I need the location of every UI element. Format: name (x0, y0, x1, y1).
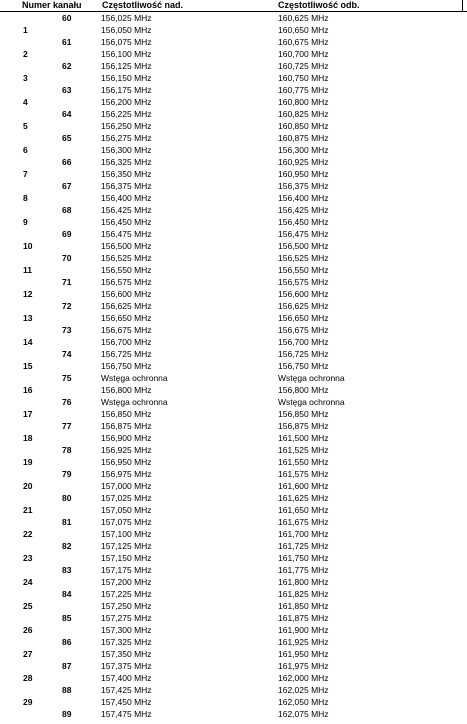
channel-number-cell: 8 (23, 193, 28, 203)
channel-number-cell: 81 (62, 517, 72, 527)
table-row (0, 480, 467, 492)
receive-frequency-cell: 161,650 MHz (278, 505, 329, 515)
channel-number-cell: 60 (62, 13, 72, 23)
table-row (0, 132, 467, 144)
table-row (0, 24, 467, 36)
receive-frequency-cell: 156,700 MHz (278, 337, 329, 347)
transmit-frequency-cell: 157,300 MHz (101, 625, 152, 635)
channel-number-cell: 68 (62, 205, 72, 215)
channel-number-cell: 5 (23, 121, 28, 131)
receive-frequency-cell: 161,725 MHz (278, 541, 329, 551)
transmit-frequency-cell: 156,400 MHz (101, 193, 152, 203)
transmit-frequency-cell: 156,650 MHz (101, 313, 152, 323)
channel-number-cell: 19 (23, 457, 33, 467)
transmit-frequency-cell: 156,225 MHz (101, 109, 152, 119)
receive-frequency-cell: 156,675 MHz (278, 325, 329, 335)
channel-number-cell: 88 (62, 685, 72, 695)
transmit-frequency-cell: 156,625 MHz (101, 301, 152, 311)
table-row (0, 468, 467, 480)
table-row (0, 36, 467, 48)
table-row (0, 108, 467, 120)
table-row (0, 192, 467, 204)
receive-frequency-cell: 160,700 MHz (278, 49, 329, 59)
header-channel-number: Numer kanału (22, 0, 82, 10)
table-row (0, 696, 467, 708)
transmit-frequency-cell: 156,475 MHz (101, 229, 152, 239)
receive-frequency-cell: 161,675 MHz (278, 517, 329, 527)
table-row (0, 264, 467, 276)
channel-number-cell: 13 (23, 313, 33, 323)
transmit-frequency-cell: 156,275 MHz (101, 133, 152, 143)
table-row (0, 492, 467, 504)
channel-number-cell: 23 (23, 553, 33, 563)
channel-number-cell: 24 (23, 577, 33, 587)
transmit-frequency-cell: 156,700 MHz (101, 337, 152, 347)
transmit-frequency-cell: 156,850 MHz (101, 409, 152, 419)
channel-number-cell: 1 (23, 25, 28, 35)
channel-number-cell: 12 (23, 289, 33, 299)
channel-number-cell: 71 (62, 277, 72, 287)
transmit-frequency-cell: 157,425 MHz (101, 685, 152, 695)
transmit-frequency-cell: 157,250 MHz (101, 601, 152, 611)
transmit-frequency-cell: 156,675 MHz (101, 325, 152, 335)
channel-number-cell: 78 (62, 445, 72, 455)
receive-frequency-cell: 160,950 MHz (278, 169, 329, 179)
receive-frequency-cell: 160,650 MHz (278, 25, 329, 35)
channel-number-cell: 77 (62, 421, 72, 431)
channel-number-cell: 89 (62, 709, 72, 719)
transmit-frequency-cell: 156,350 MHz (101, 169, 152, 179)
receive-frequency-cell: 162,000 MHz (278, 673, 329, 683)
transmit-frequency-cell: 157,350 MHz (101, 649, 152, 659)
transmit-frequency-cell: 157,150 MHz (101, 553, 152, 563)
channel-number-cell: 84 (62, 589, 72, 599)
transmit-frequency-cell: 157,375 MHz (101, 661, 152, 671)
channel-number-cell: 63 (62, 85, 72, 95)
channel-number-cell: 18 (23, 433, 33, 443)
receive-frequency-cell: 156,400 MHz (278, 193, 329, 203)
receive-frequency-cell: 161,500 MHz (278, 433, 329, 443)
transmit-frequency-cell: 156,300 MHz (101, 145, 152, 155)
receive-frequency-cell: 160,825 MHz (278, 109, 329, 119)
header-transmit-frequency: Częstotliwość nad. (102, 0, 184, 10)
receive-frequency-cell: 156,300 MHz (278, 145, 329, 155)
transmit-frequency-cell: 156,900 MHz (101, 433, 152, 443)
receive-frequency-cell: 161,850 MHz (278, 601, 329, 611)
table-row (0, 240, 467, 252)
table-row (0, 372, 467, 384)
receive-frequency-cell: Wstęga ochronna (278, 397, 345, 407)
transmit-frequency-cell: 156,500 MHz (101, 241, 152, 251)
receive-frequency-cell: 161,625 MHz (278, 493, 329, 503)
channel-number-cell: 22 (23, 529, 33, 539)
receive-frequency-cell: 160,675 MHz (278, 37, 329, 47)
transmit-frequency-cell: Wstęga ochronna (101, 373, 168, 383)
receive-frequency-cell: 161,775 MHz (278, 565, 329, 575)
channel-number-cell: 72 (62, 301, 72, 311)
channel-number-cell: 9 (23, 217, 28, 227)
channel-number-cell: 82 (62, 541, 72, 551)
transmit-frequency-cell: 156,550 MHz (101, 265, 152, 275)
channel-number-cell: 66 (62, 157, 72, 167)
receive-frequency-cell: 156,750 MHz (278, 361, 329, 371)
table-row (0, 420, 467, 432)
table-row (0, 60, 467, 72)
header-receive-frequency: Częstotliwość odb. (278, 0, 360, 10)
table-row (0, 540, 467, 552)
table-row (0, 528, 467, 540)
table-row (0, 144, 467, 156)
table-row (0, 600, 467, 612)
channel-number-cell: 70 (62, 253, 72, 263)
channel-number-cell: 85 (62, 613, 72, 623)
receive-frequency-cell: 156,475 MHz (278, 229, 329, 239)
receive-frequency-cell: 156,850 MHz (278, 409, 329, 419)
receive-frequency-cell: 161,575 MHz (278, 469, 329, 479)
transmit-frequency-cell: 156,925 MHz (101, 445, 152, 455)
channel-number-cell: 26 (23, 625, 33, 635)
channel-number-cell: 11 (23, 265, 32, 275)
receive-frequency-cell: 161,700 MHz (278, 529, 329, 539)
transmit-frequency-cell: 157,475 MHz (101, 709, 152, 719)
transmit-frequency-cell: 157,075 MHz (101, 517, 152, 527)
table-row (0, 708, 467, 720)
transmit-frequency-cell: 157,100 MHz (101, 529, 152, 539)
channel-number-cell: 75 (62, 373, 72, 383)
transmit-frequency-cell: 157,450 MHz (101, 697, 152, 707)
table-row (0, 648, 467, 660)
channel-number-cell: 76 (62, 397, 72, 407)
channel-number-cell: 87 (62, 661, 72, 671)
receive-frequency-cell: 160,850 MHz (278, 121, 329, 131)
table-row (0, 180, 467, 192)
table-row (0, 504, 467, 516)
transmit-frequency-cell: 156,050 MHz (101, 25, 152, 35)
table-row (0, 672, 467, 684)
transmit-frequency-cell: 157,000 MHz (101, 481, 152, 491)
channel-number-cell: 83 (62, 565, 72, 575)
receive-frequency-cell: 162,050 MHz (278, 697, 329, 707)
transmit-frequency-cell: 157,175 MHz (101, 565, 152, 575)
transmit-frequency-cell: 156,750 MHz (101, 361, 152, 371)
channel-number-cell: 15 (23, 361, 33, 371)
table-row (0, 168, 467, 180)
table-row (0, 432, 467, 444)
table-row (0, 624, 467, 636)
receive-frequency-cell: 161,875 MHz (278, 613, 329, 623)
table-row (0, 276, 467, 288)
transmit-frequency-cell: 156,450 MHz (101, 217, 152, 227)
channel-number-cell: 4 (23, 97, 28, 107)
receive-frequency-cell: 156,425 MHz (278, 205, 329, 215)
channel-number-cell: 79 (62, 469, 72, 479)
table-row (0, 636, 467, 648)
receive-frequency-cell: 161,800 MHz (278, 577, 329, 587)
table-row (0, 588, 467, 600)
transmit-frequency-cell: 156,075 MHz (101, 37, 152, 47)
channel-number-cell: 7 (23, 169, 28, 179)
channel-number-cell: 62 (62, 61, 72, 71)
table-row (0, 456, 467, 468)
table-row (0, 156, 467, 168)
channel-number-cell: 64 (62, 109, 72, 119)
transmit-frequency-cell: 156,425 MHz (101, 205, 152, 215)
receive-frequency-cell: 160,925 MHz (278, 157, 329, 167)
channel-number-cell: 2 (23, 49, 28, 59)
receive-frequency-cell: 156,725 MHz (278, 349, 329, 359)
table-row (0, 252, 467, 264)
transmit-frequency-cell: 156,250 MHz (101, 121, 152, 131)
receive-frequency-cell: 161,750 MHz (278, 553, 329, 563)
table-row (0, 360, 467, 372)
table-row (0, 444, 467, 456)
receive-frequency-cell: Wstęga ochronna (278, 373, 345, 383)
transmit-frequency-cell: 156,575 MHz (101, 277, 152, 287)
receive-frequency-cell: 161,925 MHz (278, 637, 329, 647)
receive-frequency-cell: 156,375 MHz (278, 181, 329, 191)
channel-number-cell: 73 (62, 325, 72, 335)
channel-number-cell: 17 (23, 409, 33, 419)
channel-number-cell: 10 (23, 241, 33, 251)
channel-number-cell: 74 (62, 349, 72, 359)
channel-number-cell: 65 (62, 133, 72, 143)
table-row (0, 204, 467, 216)
channel-number-cell: 21 (23, 505, 33, 515)
transmit-frequency-cell: 156,100 MHz (101, 49, 152, 59)
transmit-frequency-cell: 157,125 MHz (101, 541, 152, 551)
transmit-frequency-cell: 156,725 MHz (101, 349, 152, 359)
table-row (0, 216, 467, 228)
receive-frequency-cell: 160,800 MHz (278, 97, 329, 107)
receive-frequency-cell: 160,775 MHz (278, 85, 329, 95)
receive-frequency-cell: 161,550 MHz (278, 457, 329, 467)
table-row (0, 396, 467, 408)
transmit-frequency-cell: 156,950 MHz (101, 457, 152, 467)
transmit-frequency-cell: 156,975 MHz (101, 469, 152, 479)
table-row (0, 660, 467, 672)
transmit-frequency-cell: 157,025 MHz (101, 493, 152, 503)
table-row (0, 408, 467, 420)
transmit-frequency-cell: 157,275 MHz (101, 613, 152, 623)
channel-number-cell: 14 (23, 337, 33, 347)
table-row (0, 228, 467, 240)
receive-frequency-cell: 161,525 MHz (278, 445, 329, 455)
table-row (0, 312, 467, 324)
receive-frequency-cell: 156,500 MHz (278, 241, 329, 251)
receive-frequency-cell: 160,625 MHz (278, 13, 329, 23)
table-row (0, 336, 467, 348)
channel-number-cell: 20 (23, 481, 33, 491)
channel-number-cell: 6 (23, 145, 28, 155)
channel-number-cell: 61 (62, 37, 72, 47)
table-body (0, 12, 467, 720)
table-row (0, 516, 467, 528)
channel-number-cell: 69 (62, 229, 72, 239)
receive-frequency-cell: 156,625 MHz (278, 301, 329, 311)
table-row (0, 384, 467, 396)
channel-number-cell: 67 (62, 181, 72, 191)
transmit-frequency-cell: 157,325 MHz (101, 637, 152, 647)
receive-frequency-cell: 161,950 MHz (278, 649, 329, 659)
receive-frequency-cell: 161,825 MHz (278, 589, 329, 599)
table-row (0, 84, 467, 96)
table-row (0, 576, 467, 588)
receive-frequency-cell: 156,600 MHz (278, 289, 329, 299)
transmit-frequency-cell: 156,125 MHz (101, 61, 152, 71)
transmit-frequency-cell: 156,150 MHz (101, 73, 152, 83)
transmit-frequency-cell: 156,800 MHz (101, 385, 152, 395)
receive-frequency-cell: 162,025 MHz (278, 685, 329, 695)
channel-number-cell: 25 (23, 601, 33, 611)
transmit-frequency-cell: 157,200 MHz (101, 577, 152, 587)
receive-frequency-cell: 156,525 MHz (278, 253, 329, 263)
receive-frequency-cell: 156,550 MHz (278, 265, 329, 275)
receive-frequency-cell: 162,075 MHz (278, 709, 329, 719)
transmit-frequency-cell: 156,200 MHz (101, 97, 152, 107)
channel-number-cell: 29 (23, 697, 33, 707)
table-row (0, 12, 467, 24)
transmit-frequency-cell: 156,375 MHz (101, 181, 152, 191)
transmit-frequency-cell: 157,225 MHz (101, 589, 152, 599)
table-row (0, 48, 467, 60)
table-row (0, 120, 467, 132)
transmit-frequency-cell: 156,025 MHz (101, 13, 152, 23)
transmit-frequency-cell: 156,600 MHz (101, 289, 152, 299)
table-row (0, 348, 467, 360)
table-row (0, 684, 467, 696)
receive-frequency-cell: 156,450 MHz (278, 217, 329, 227)
header-divider (462, 0, 463, 11)
transmit-frequency-cell: 156,175 MHz (101, 85, 152, 95)
table-row (0, 612, 467, 624)
receive-frequency-cell: 156,800 MHz (278, 385, 329, 395)
transmit-frequency-cell: 157,400 MHz (101, 673, 152, 683)
channel-number-cell: 3 (23, 73, 28, 83)
table-row (0, 300, 467, 312)
table-row (0, 564, 467, 576)
channel-number-cell: 28 (23, 673, 33, 683)
table-row (0, 72, 467, 84)
table-row (0, 288, 467, 300)
receive-frequency-cell: 160,750 MHz (278, 73, 329, 83)
receive-frequency-cell: 161,975 MHz (278, 661, 329, 671)
channel-number-cell: 86 (62, 637, 72, 647)
receive-frequency-cell: 156,650 MHz (278, 313, 329, 323)
receive-frequency-cell: 161,600 MHz (278, 481, 329, 491)
receive-frequency-cell: 156,875 MHz (278, 421, 329, 431)
receive-frequency-cell: 160,875 MHz (278, 133, 329, 143)
channel-number-cell: 27 (23, 649, 33, 659)
receive-frequency-cell: 156,575 MHz (278, 277, 329, 287)
receive-frequency-cell: 160,725 MHz (278, 61, 329, 71)
transmit-frequency-cell: 156,325 MHz (101, 157, 152, 167)
table-header-row (0, 0, 467, 12)
receive-frequency-cell: 161,900 MHz (278, 625, 329, 635)
transmit-frequency-cell: 156,525 MHz (101, 253, 152, 263)
channel-number-cell: 16 (23, 385, 33, 395)
transmit-frequency-cell: 156,875 MHz (101, 421, 152, 431)
table-row (0, 96, 467, 108)
table-row (0, 552, 467, 564)
transmit-frequency-cell: Wstęga ochronna (101, 397, 168, 407)
transmit-frequency-cell: 157,050 MHz (101, 505, 152, 515)
channel-number-cell: 80 (62, 493, 72, 503)
table-row (0, 324, 467, 336)
